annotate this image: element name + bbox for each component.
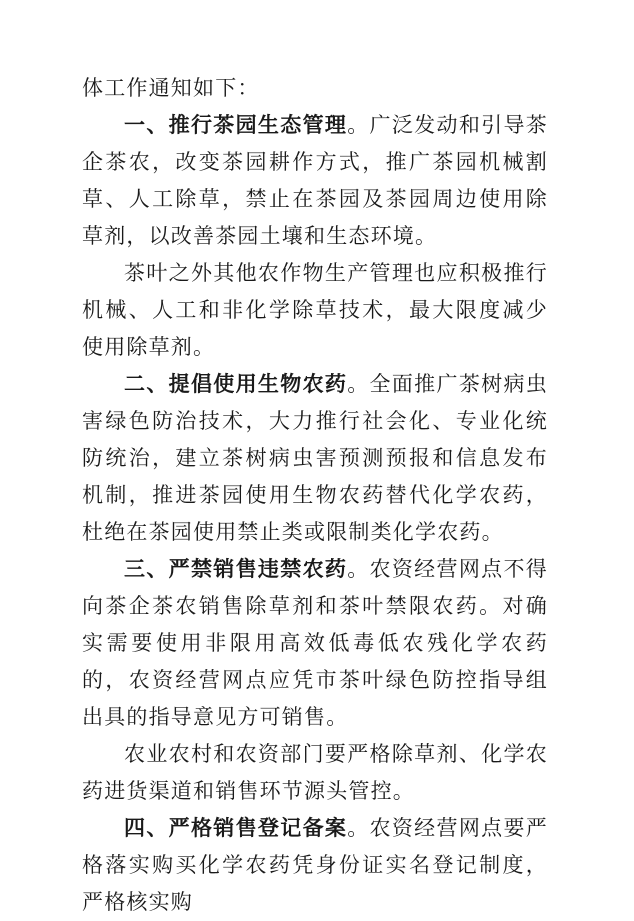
- paragraph-section-3: [82, 551, 548, 736]
- section-1-extra-body: 茶叶之外其他农作物生产管理也应积极推行机械、人工和非化学除草技术，最大限度减少使用除草剂。: [82, 261, 548, 359]
- section-2-heading: 二、提倡使用生物农药: [124, 372, 348, 396]
- section-4-heading: 四、严格销售登记备案: [124, 816, 348, 840]
- section-3-extra-body: 农业农村和农资部门要严格除草剂、化学农药进货渠道和销售环节源头管控。: [82, 742, 548, 803]
- paragraph-section-3-extra: [82, 736, 548, 810]
- section-1-body: 。广泛发动和引导茶企茶农，改变茶园耕作方式，推广茶园机械割草、人工除草，禁止在茶园及茶园周边使用除草剂，以改善茶园土壤和生态环境。: [82, 113, 548, 248]
- section-1-heading: 一、推行茶园生态管理: [124, 113, 348, 137]
- paragraph-section-4: [82, 810, 548, 921]
- section-3-heading: 三、严禁销售违禁农药: [124, 557, 348, 581]
- document-page: [82, 70, 548, 921]
- paragraph-intro: [82, 70, 548, 107]
- paragraph-section-1-extra: [82, 255, 548, 366]
- section-4-body: 。农资经营网点要严格落实购买化学农药凭身份证实名登记制度，严格核实购: [82, 816, 548, 914]
- paragraph-intro-text: 体工作通知如下：: [82, 76, 260, 100]
- section-2-body: 。全面推广茶树病虫害绿色防治技术，大力推行社会化、专业化统防统治，建立茶树病虫害预测预报和信息发布机制，推进茶园使用生物农药替代化学农药，杜绝在茶园使用禁止类或限制类化学农药。: [82, 372, 548, 544]
- paragraph-section-1: [82, 107, 548, 255]
- paragraph-section-2: [82, 366, 548, 551]
- section-3-body: 。农资经营网点不得向茶企茶农销售除草剂和茶叶禁限农药。对确实需要使用非限用高效低毒低农残化学农药的，农资经营网点应凭市茶叶绿色防控指导组出具的指导意见方可销售。: [82, 557, 548, 729]
